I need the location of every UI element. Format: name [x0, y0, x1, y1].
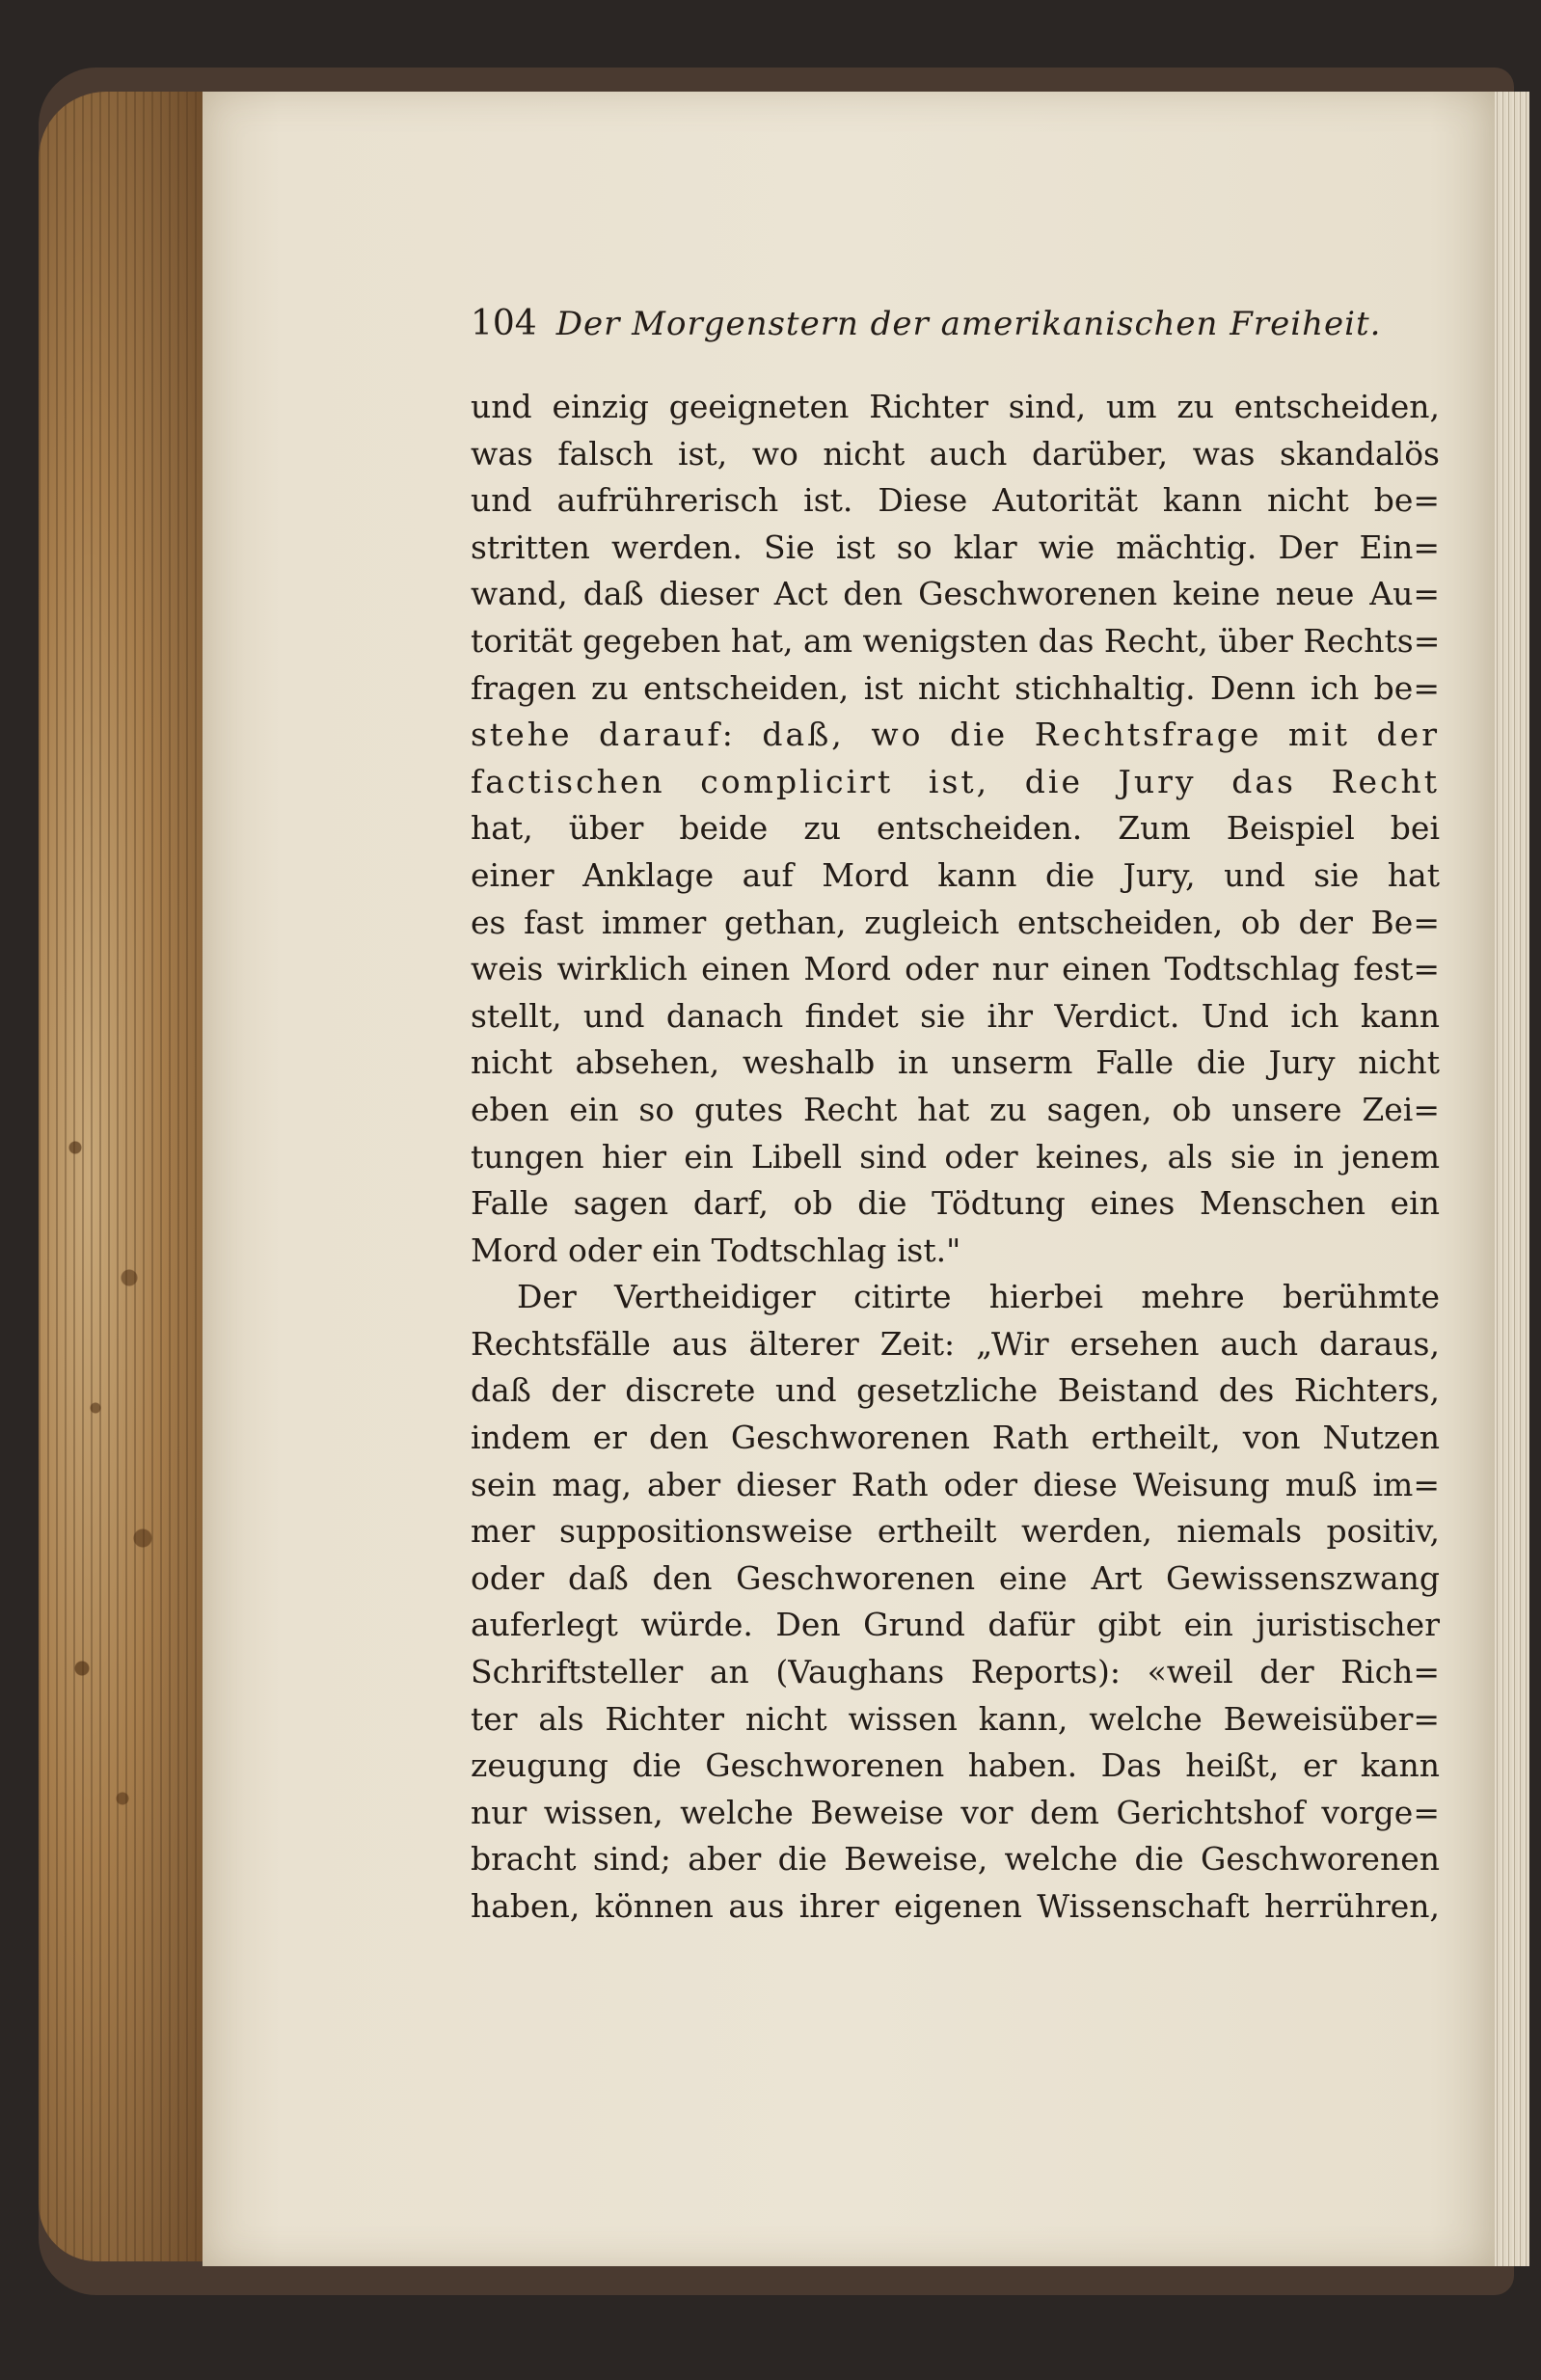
text-line: weis wirklich einen Mord oder nur einen Todtschlag fest= — [471, 950, 1440, 988]
text-line: Falle sagen darf, ob die Tödtung eines Menschen ein — [471, 1184, 1440, 1223]
text-line: oder daß den Geschworenen eine Art Gewissenszwang — [471, 1558, 1440, 1597]
text-line: Der Vertheidiger citirte hierbei mehre berühmte — [517, 1278, 1440, 1316]
text-line: bracht sind; aber die Beweise, welche die Geschworenen — [471, 1840, 1440, 1879]
text-line: und aufrührerisch ist. Diese Autorität kann nicht be= — [471, 481, 1440, 520]
text-line: eben ein so gutes Recht hat zu sagen, ob unsere Zei= — [471, 1090, 1440, 1128]
text-line: Rechtsfälle aus älterer Zeit: „Wir ersehen auch daraus, — [471, 1324, 1440, 1363]
text-line: stehe darauf: daß, wo die Rechtsfrage mit der — [471, 716, 1440, 754]
text-line: factischen complicirt ist, die Jury das Recht — [471, 762, 1440, 800]
page-edges-right — [1495, 92, 1529, 2266]
foxing-stains — [48, 1061, 183, 1929]
text-line: fragen zu entscheiden, ist nicht stichhaltig. Denn ich be= — [471, 668, 1440, 707]
text-line: was falsch ist, wo nicht auch darüber, was skandalös — [471, 434, 1440, 473]
page-number: 104 — [471, 304, 537, 343]
text-line: nicht absehen, weshalb in unserm Falle die Jury nicht — [471, 1043, 1440, 1082]
page-header — [471, 304, 1437, 352]
text-line: und einzig geeigneten Richter sind, um zu entscheiden, — [471, 388, 1440, 425]
text-line: zeugung die Geschworenen haben. Das heißt, er kann — [471, 1746, 1440, 1785]
text-line: Schriftsteller an (Vaughans Reports): «weil der Rich= — [471, 1653, 1440, 1691]
text-line: haben, können aus ihrer eigenen Wissenschaft herrühren, — [471, 1887, 1440, 1925]
text-line: indem er den Geschworenen Rath ertheilt, von Nutzen — [471, 1419, 1440, 1457]
text-line: mer suppositionsweise ertheilt werden, niemals positiv, — [471, 1512, 1440, 1551]
text-line: wand, daß dieser Act den Geschworenen keine neue Au= — [471, 575, 1440, 613]
text-line: hat, über beide zu entscheiden. Zum Beispiel bei — [471, 809, 1440, 848]
running-title: Der Morgenstern der amerikanischen Freiheit. — [555, 305, 1382, 343]
text-line: tungen hier ein Libell sind oder keines, als sie in jenem — [471, 1137, 1440, 1176]
text-line: es fast immer gethan, zugleich entscheiden, ob der Be= — [471, 903, 1440, 941]
text-line: Mord oder ein Todtschlag ist." — [471, 1231, 961, 1269]
text-line: nur wissen, welche Beweise vor dem Gerichtshof vorge= — [471, 1793, 1440, 1831]
text-line: daß der discrete und gesetzliche Beistand des Richters, — [471, 1371, 1440, 1410]
text-line: einer Anklage auf Mord kann die Jury, und sie hat — [471, 855, 1440, 894]
text-line: auferlegt würde. Den Grund dafür gibt ein juristischer — [471, 1606, 1440, 1644]
text-line: ter als Richter nicht wissen kann, welche Beweisüber= — [471, 1699, 1440, 1738]
body-text — [471, 384, 1440, 1931]
text-line: stritten werden. Sie ist so klar wie mächtig. Der Ein= — [471, 527, 1440, 566]
text-line: stellt, und danach findet sie ihr Verdict. Und ich kann — [471, 996, 1440, 1035]
text-line: torität gegeben hat, am wenigsten das Recht, über Rechts= — [471, 621, 1440, 660]
text-line: sein mag, aber dieser Rath oder diese Weisung muß im= — [471, 1465, 1440, 1503]
